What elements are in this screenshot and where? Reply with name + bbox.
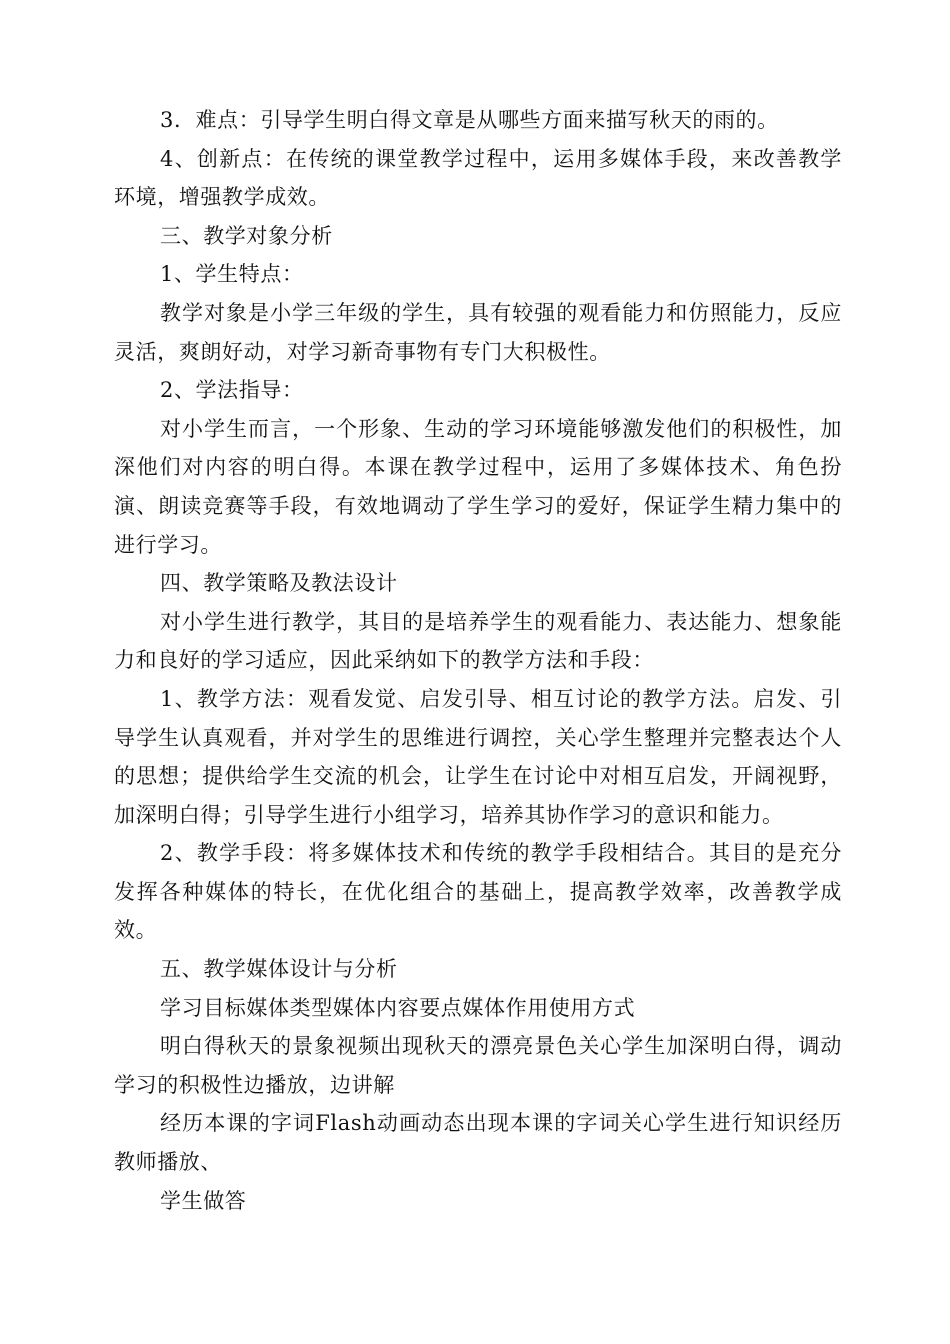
heading-section-3: 三、教学对象分析 xyxy=(160,223,333,248)
subheading-learning-guidance: 2、学法指导： xyxy=(160,378,304,403)
paragraph-media-table-header: 学习目标媒体类型媒体内容要点媒体作用使用方式 xyxy=(160,995,636,1020)
paragraph-teaching-methods: 1、教学方法：观看发觉、启发引导、相互讨论的教学方法。启发、引导学生认真观看，并对学生的思维进行调控，关心学生整理并完整表达个人的思想；提供给学生交流的机会，让学生在讨论中对相互启发，开阔视野，加深明白得；引导学生进行小组学习，培养其协作学习的意识和能力。 xyxy=(114,686,842,827)
paragraph-learning-guidance: 对小学生而言，一个形象、生动的学习环境能够激发他们的积极性，加深他们对内容的明白得。本课在教学过程中，运用了多媒体技术、角色扮演、朗读竞赛等手段，有效地调动了学生学习的爱好，保证学生精力集中的进行学习。 xyxy=(114,416,842,557)
paragraph-student-traits: 教学对象是小学三年级的学生，具有较强的观看能力和仿照能力，反应灵活，爽朗好动，对学习新奇事物有专门大积极性。 xyxy=(114,300,842,364)
paragraph-media-row-2: 经历本课的字词Flash动画动态出现本课的字词关心学生进行知识经历教师播放、 xyxy=(114,1111,842,1175)
paragraph-innovation: 4、创新点：在传统的课堂教学过程中，运用多媒体手段，来改善教学环境，增强教学成效。 xyxy=(114,146,842,210)
paragraph-teaching-intro: 对小学生进行教学，其目的是培养学生的观看能力、表达能力、想象能力和良好的学习适应，因此采纳如下的教学方法和手段： xyxy=(114,609,842,673)
document-body xyxy=(114,101,842,1220)
paragraph-media-row-2-cont: 学生做答 xyxy=(160,1188,247,1213)
heading-section-5: 五、教学媒体设计与分析 xyxy=(160,957,398,982)
paragraph-teaching-means: 2、教学手段：将多媒体技术和传统的教学手段相结合。其目的是充分发挥各种媒体的特长，在优化组合的基础上，提高教学效率，改善教学成效。 xyxy=(114,841,842,943)
subheading-student-traits: 1、学生特点： xyxy=(160,262,304,287)
paragraph-media-row-1: 明白得秋天的景象视频出现秋天的漂亮景色关心学生加深明白得，调动学习的积极性边播放，边讲解 xyxy=(114,1034,842,1097)
paragraph-difficulty: 3．难点：引导学生明白得文章是从哪些方面来描写秋天的雨的。 xyxy=(160,108,779,132)
heading-section-4: 四、教学策略及教法设计 xyxy=(160,571,398,596)
